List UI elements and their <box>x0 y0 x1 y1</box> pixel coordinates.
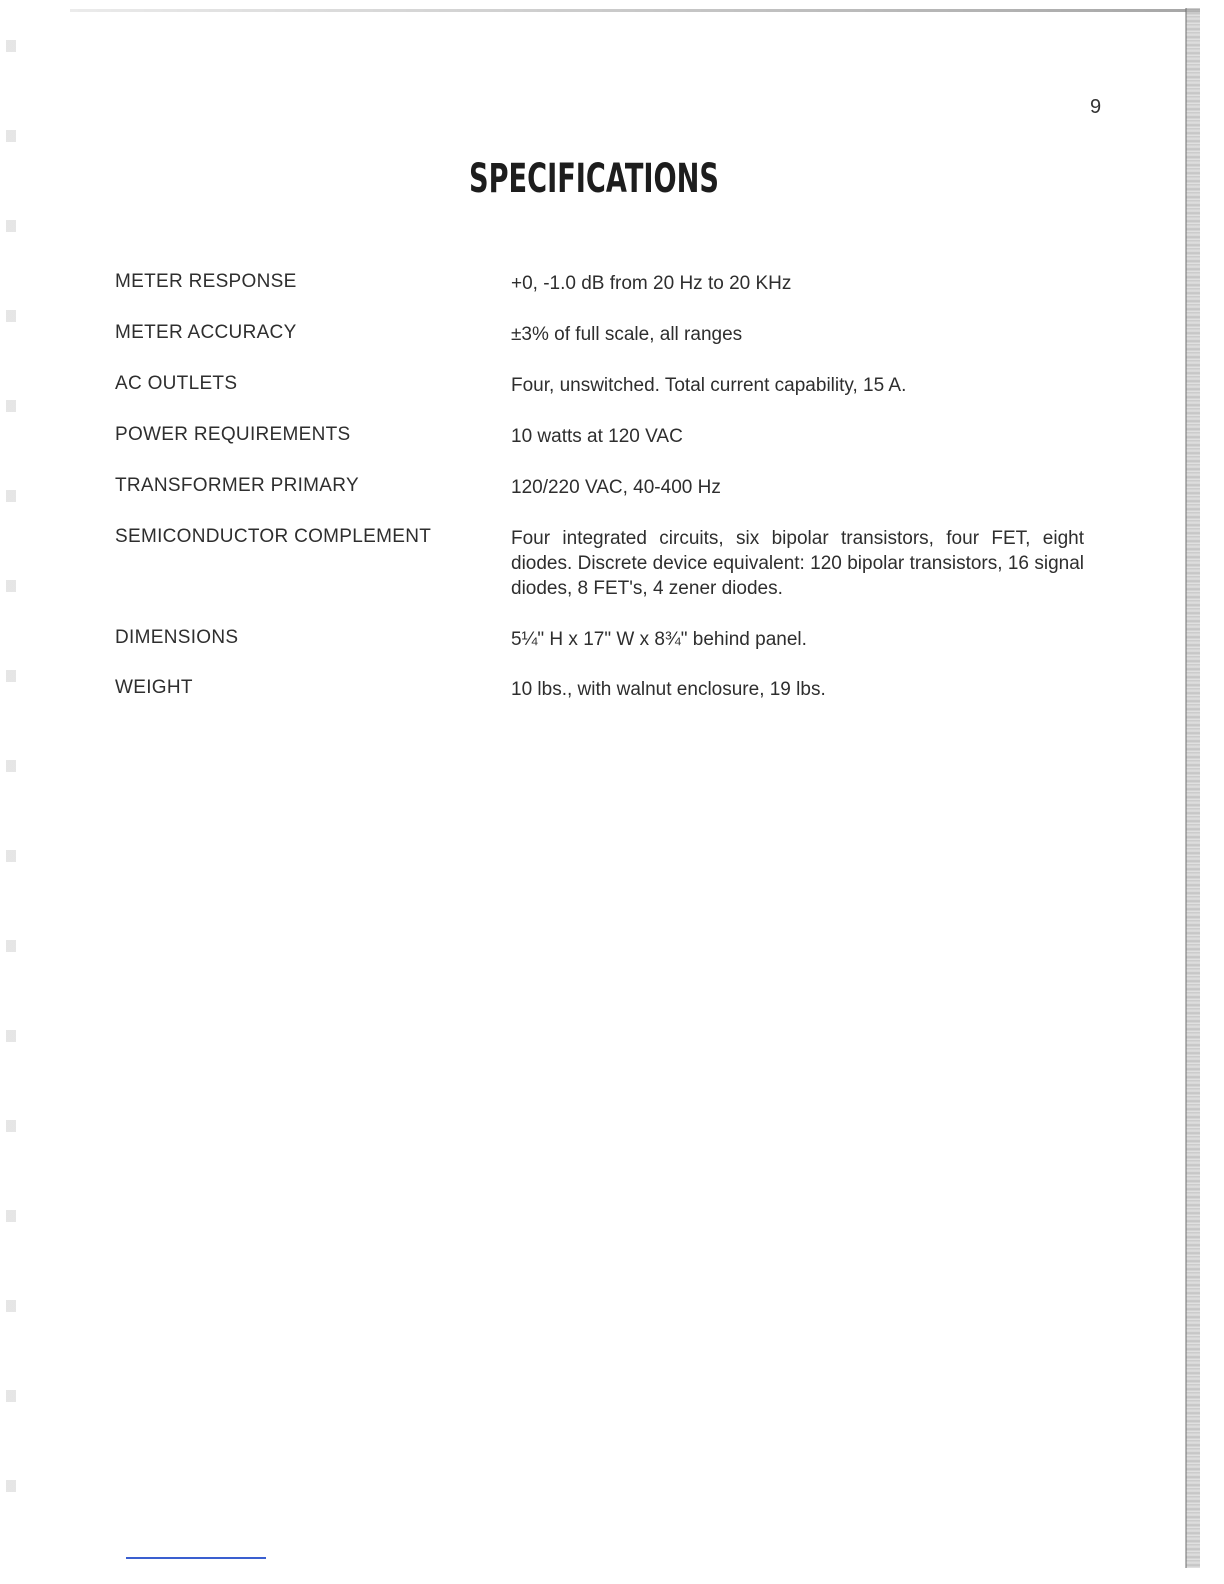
spec-value: ±3% of full scale, all ranges <box>511 324 743 345</box>
spec-label: METER ACCURACY <box>115 322 297 343</box>
bottom-underline-mark <box>126 1557 266 1559</box>
spec-value: 10 lbs., with walnut enclosure, 19 lbs. <box>511 679 826 700</box>
spec-label: AC OUTLETS <box>115 373 238 394</box>
spec-value: 5¼" H x 17" W x 8¾" behind panel. <box>511 629 807 650</box>
spec-value: 10 watts at 120 VAC <box>511 426 683 447</box>
page-title: SPECIFICATIONS <box>469 156 719 202</box>
spec-value: +0, -1.0 dB from 20 Hz to 20 KHz <box>511 273 792 294</box>
spec-label: POWER REQUIREMENTS <box>115 424 351 445</box>
spec-label: DIMENSIONS <box>115 627 239 648</box>
spec-value: 120/220 VAC, 40-400 Hz <box>511 477 721 498</box>
scan-left-marks <box>6 40 16 1540</box>
scan-right-edge <box>1186 8 1200 1568</box>
page-number: 9 <box>1090 96 1102 118</box>
spec-label: WEIGHT <box>115 677 193 698</box>
spec-value: Four, unswitched. Total current capability, 15 A. <box>511 375 907 396</box>
spec-label: SEMICONDUCTOR COMPLEMENT <box>115 526 432 547</box>
spec-label: METER RESPONSE <box>115 271 297 292</box>
spec-value: Four integrated circuits, six bipolar transistors, four FET, eight diodes. Discrete device equivalent: 120 bipolar transistors, 16 signal diodes, 8 FET's, 4 zener diodes. <box>511 528 1084 599</box>
scan-top-edge <box>70 9 1200 12</box>
spec-label: TRANSFORMER PRIMARY <box>115 475 359 496</box>
scan-right-edge-line <box>1185 8 1187 1568</box>
